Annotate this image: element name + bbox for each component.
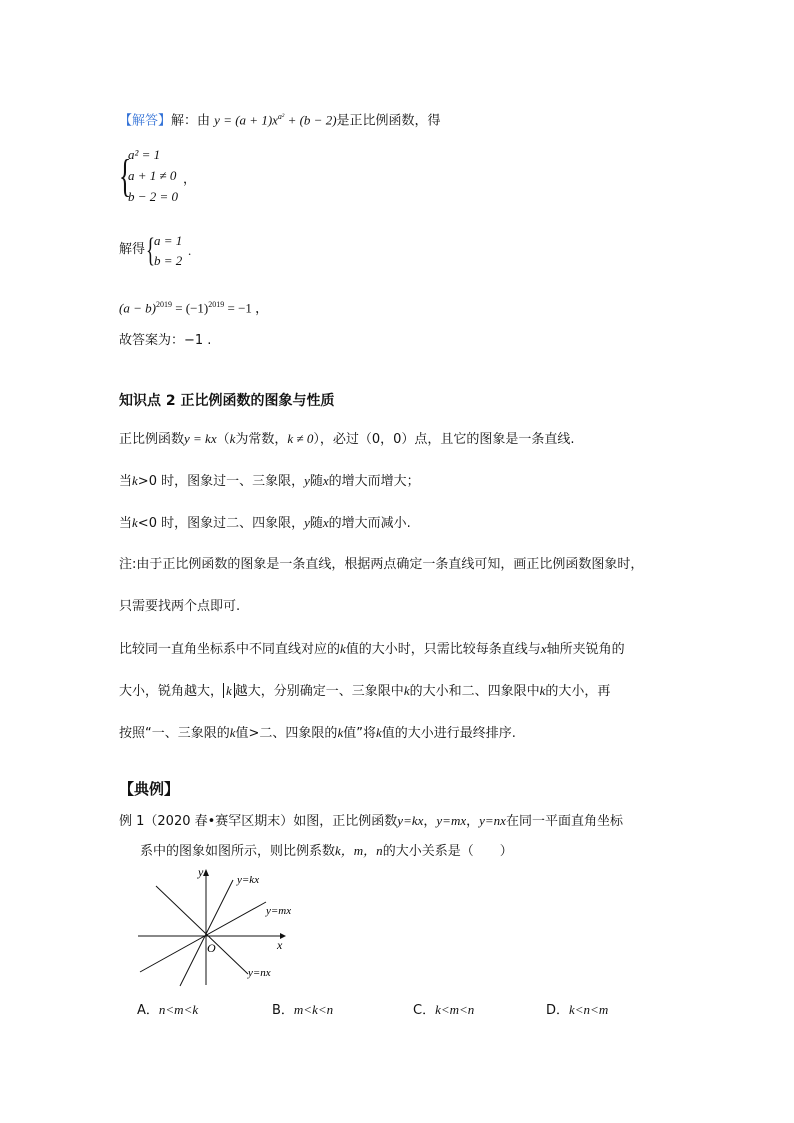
def-mid2: 为常数， xyxy=(235,432,288,447)
system-eq-2: a + 1 ≠ 0 xyxy=(128,168,177,183)
compare-line-1 xyxy=(119,640,625,659)
option-b-text: m<k<n xyxy=(293,1002,334,1017)
x-axis-label: x xyxy=(277,938,283,952)
q1-f2: y=mx xyxy=(436,813,467,828)
option-d-text: k<n<m xyxy=(569,1002,609,1017)
question-line-1 xyxy=(119,812,623,831)
cmp1-x: x xyxy=(540,641,547,656)
cmp3-post: 值的大小进行最终排序. xyxy=(381,726,516,741)
option-b-letter: B． xyxy=(272,1003,294,1018)
left-brace-small: { xyxy=(146,232,155,269)
positive-k-line xyxy=(119,472,420,491)
cmp2-mid: 越大，分别确定一、三象限中 xyxy=(234,684,404,699)
solution-intro-tail: 是正比例函数，得 xyxy=(336,113,441,129)
system-comma: ， xyxy=(183,171,197,186)
pos-x: x xyxy=(322,473,329,488)
solved-system xyxy=(146,231,206,271)
cmp3-mid: 值>二、四象限的 xyxy=(235,726,338,741)
line-y-mx xyxy=(140,902,266,972)
solved-eq-a: a = 1 xyxy=(154,233,183,248)
pos-y: y xyxy=(304,473,310,488)
option-a-letter: A． xyxy=(137,1003,159,1018)
q1-sep1: ， xyxy=(423,814,437,829)
function-tail: + (b − 2) xyxy=(284,112,337,128)
equation-system xyxy=(119,145,239,209)
line-m-label: y=mx xyxy=(266,905,292,917)
answer-line: 故答案为：−1 . xyxy=(119,333,212,348)
solved-period: . xyxy=(188,243,192,258)
compare-line-2 xyxy=(119,682,610,701)
function-exponent: a² xyxy=(277,112,285,121)
neg-y: y xyxy=(304,515,310,530)
cmp1-mid: 值的大小时，只需比较每条直线与 xyxy=(345,642,541,657)
cmp2-pre: 大小，锐角越大， xyxy=(119,684,224,699)
neg-pre: 当 xyxy=(119,516,133,531)
pos-post: 的增大而增大； xyxy=(328,474,420,489)
cmp3-mid2: 值”将 xyxy=(343,726,376,741)
def-k2: k ≠ 0 xyxy=(287,431,314,446)
option-c[interactable] xyxy=(413,999,474,1018)
q1-sep2: ， xyxy=(466,814,480,829)
q1-post: 在同一平面直角坐标 xyxy=(505,814,623,829)
question-line-2 xyxy=(140,842,513,861)
negative-k-line xyxy=(119,514,411,533)
q2-vars: k，m，n xyxy=(335,843,383,858)
note-line-2: 只需要找两个点即可. xyxy=(119,599,241,614)
power-line xyxy=(119,296,268,317)
option-a[interactable] xyxy=(137,999,198,1018)
def-func: y = kx xyxy=(184,431,217,446)
pos-k: k xyxy=(132,473,138,488)
pos-mid: 随 xyxy=(309,474,323,489)
power-base: (a − b) xyxy=(119,300,156,316)
solution-tag: 【解答】 xyxy=(119,113,172,129)
neg-post: 的增大而减小. xyxy=(328,516,411,531)
neg-cond: <0 时，图象过二、四象限， xyxy=(137,516,305,531)
q2-pre: 系中的图象如图所示，则比例系数 xyxy=(140,844,336,859)
power-exp2: 2019 xyxy=(208,300,225,309)
neg-x: x xyxy=(322,515,329,530)
section-heading: 知识点 2 正比例函数的图象与性质 xyxy=(119,393,335,409)
def-k: k xyxy=(229,431,236,446)
definition-line xyxy=(119,430,575,449)
def-mid1: （ xyxy=(216,432,230,447)
pos-pre: 当 xyxy=(119,474,133,489)
cmp1-post: 轴所夹锐角的 xyxy=(546,642,625,657)
q1-pre: 例 1（2020 春•赛罕区期末）如图，正比例函数 xyxy=(119,814,398,829)
line-n-label: y=nx xyxy=(248,967,271,979)
cmp3-pre: 按照“一、三象限的 xyxy=(119,726,230,741)
system-eq-1: a² = 1 xyxy=(128,147,161,162)
cmp2-mid2: 的大小和二、四象限中 xyxy=(409,684,540,699)
neg-mid: 随 xyxy=(309,516,323,531)
option-d[interactable] xyxy=(546,999,608,1018)
cmp2-post: 的大小，再 xyxy=(545,684,611,699)
origin-label: O xyxy=(207,941,216,955)
solution-line xyxy=(119,108,441,130)
power-exp: 2019 xyxy=(155,300,172,309)
cmp3-k: k xyxy=(229,725,236,740)
pos-cond: >0 时，图象过一、三象限， xyxy=(137,474,305,489)
power-tail: = −1 ， xyxy=(224,300,269,316)
y-axis-arrow xyxy=(203,869,209,876)
solution-intro: 解：由 xyxy=(171,113,211,129)
abs-k: k xyxy=(223,683,235,698)
y-axis-label: y xyxy=(198,865,204,879)
q1-f1: y=kx xyxy=(397,813,424,828)
cmp2-k: k xyxy=(403,683,410,698)
note-line-1: 注:由于正比例函数的图象是一条直线，根据两点确定一条直线可知，画正比例函数图象时， xyxy=(119,557,644,572)
solve-label: 解得 xyxy=(119,242,146,257)
option-b[interactable] xyxy=(272,999,333,1018)
cmp3-k2: k xyxy=(337,725,344,740)
function-expr: y = (a + 1)x xyxy=(214,112,278,128)
option-a-text: n<m<k xyxy=(158,1002,199,1017)
system-eq-3: b − 2 = 0 xyxy=(128,189,179,204)
def-pre: 正比例函数 xyxy=(119,432,185,447)
power-mid: = (−1) xyxy=(171,300,209,316)
line-k-label: y=kx xyxy=(237,874,260,886)
def-post: ），必过（0，0）点，且它的图象是一条直线. xyxy=(313,432,575,447)
q2-post: 的大小关系是（ ） xyxy=(382,844,513,859)
cmp3-k3: k xyxy=(375,725,382,740)
example-heading: 【典例】 xyxy=(119,780,180,798)
left-brace: { xyxy=(119,150,132,201)
option-d-letter: D． xyxy=(546,1003,570,1018)
cmp2-k2: k xyxy=(539,683,546,698)
option-c-text: k<m<n xyxy=(435,1002,475,1017)
option-c-letter: C． xyxy=(413,1003,436,1018)
line-y-nx xyxy=(156,886,248,974)
q1-f3: y=nx xyxy=(479,813,506,828)
solved-eq-b: b = 2 xyxy=(154,253,183,268)
compare-line-3 xyxy=(119,724,516,743)
coordinate-graph xyxy=(130,860,310,990)
cmp1-k: k xyxy=(340,641,346,656)
neg-k: k xyxy=(132,515,138,530)
cmp1-pre: 比较同一直角坐标系中不同直线对应的 xyxy=(119,642,341,657)
